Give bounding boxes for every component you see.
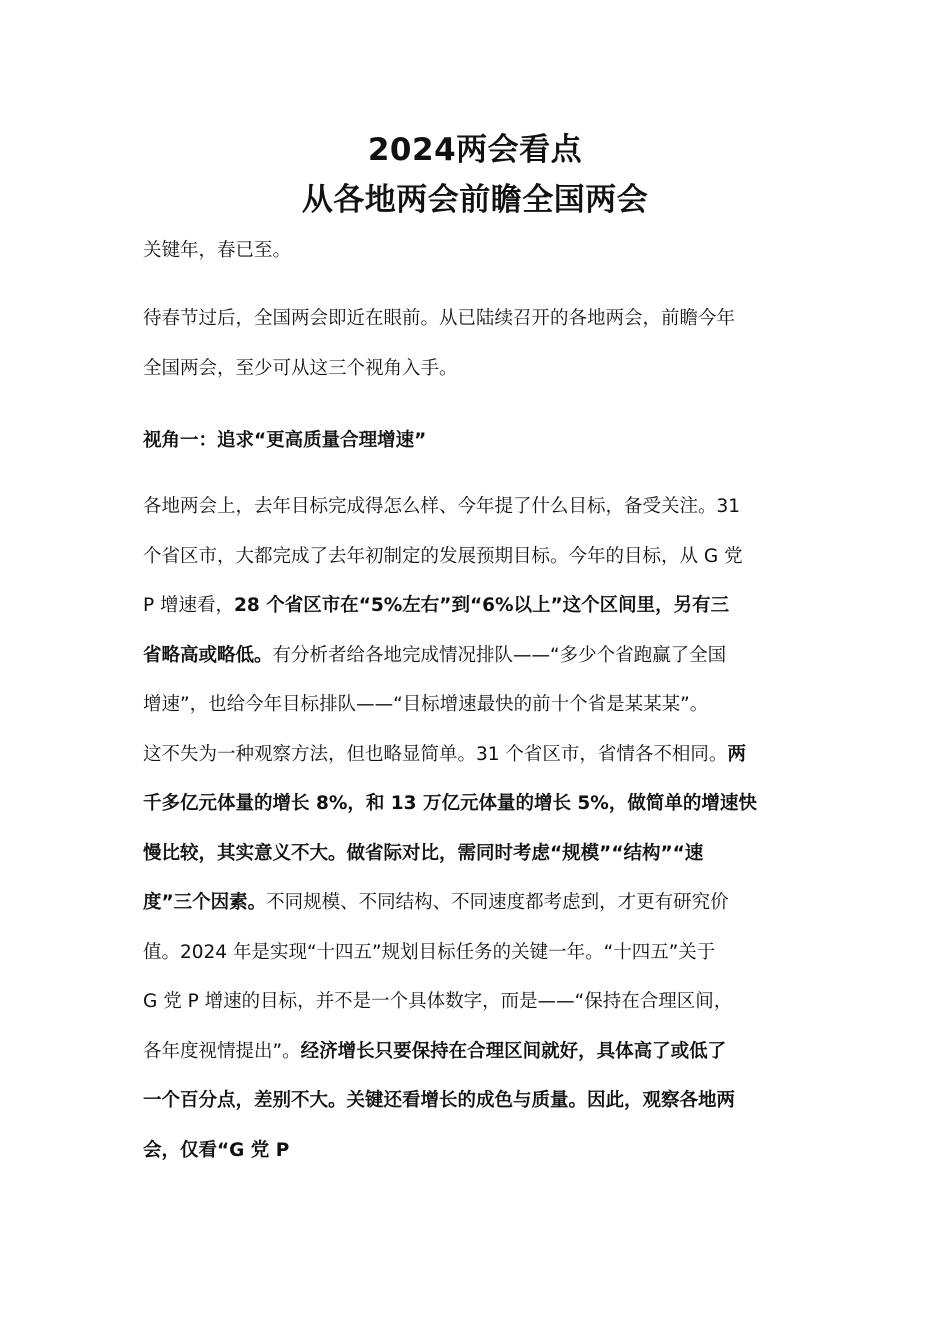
body-line-6-bold: 两 — [727, 743, 746, 765]
document-title-line1: 2024两会看点 — [367, 132, 583, 168]
intro-paragraph: 关键年，春已至。 — [143, 240, 292, 261]
body-line-14: 会，仅看“G 党 P — [143, 1139, 290, 1161]
body-line-11: G 党 P 增速的目标，并不是一个具体数字，而是——“保持在合理区间， — [143, 991, 733, 1012]
body-line-12 — [143, 1027, 808, 1077]
body-line-3-bold: 28 个省区市在“5%左右”到“6%以上”这个区间里，另有三 — [234, 595, 730, 616]
body-line-4 — [143, 631, 808, 681]
body-line-3 — [143, 581, 808, 631]
body-line-7: 千多亿元体量的增长 8%，和 13 万亿元体量的增长 5%，做简单的增速快 — [143, 793, 757, 814]
body-line-4-bold: 省略高或略低。 — [143, 644, 273, 666]
body-line-9-text: 不同规模、不同结构、不同速度都考虑到，才更有研究价 — [266, 892, 729, 913]
body-line-13: 一个百分点，差别不大。关键还看增长的成色与质量。因此，观察各地两 — [143, 1090, 736, 1111]
paragraph-1-line-2: 全国两会，至少可从这三个视角入手。 — [143, 357, 458, 379]
body-line-6 — [143, 730, 808, 780]
document-title-line2: 从各地两会前瞻全国两会 — [301, 182, 649, 218]
paragraph-1-line-1: 待春节过后，全国两会即近在眼前。从已陆续召开的各地两会，前瞻今年 — [143, 308, 736, 329]
body-line-2: 个省区市，大都完成了去年初制定的发展预期目标。今年的目标，从 G 党 — [143, 545, 743, 567]
paragraph-1 — [143, 294, 808, 393]
body-line-12-bold: 经济增长只要保持在合理区间就好，具体高了或低了 — [300, 1040, 727, 1062]
body-line-9-bold: 度”三个因素。 — [143, 892, 267, 913]
body-line-9 — [143, 878, 808, 928]
body-line-10: 值。2024 年是实现“十四五”规划目标任务的关键一年。“十四五”关于 — [143, 941, 716, 963]
body-line-5: 增速”，也给今年目标排队——“目标增速最快的前十个省是某某某”。 — [143, 694, 709, 715]
body-line-1: 各地两会上，去年目标完成得怎么样、今年提了什么目标，备受关注。31 — [143, 496, 741, 517]
body-line-4-text: 有分析者给各地完成情况排队——“多少个省跑赢了全国 — [272, 644, 727, 666]
body-line-3-text: P 增速看， — [143, 595, 235, 616]
section-heading: 视角一：追求“更高质量合理增速” — [143, 430, 427, 451]
body-line-6-text: 这不失为一种观察方法，但也略显简单。31 个省区市，省情各不相同。 — [143, 743, 728, 765]
body-line-8: 慢比较，其实意义不大。做省际对比，需同时考虑“规模”“结构”“速 — [143, 842, 704, 864]
body-line-12-text: 各年度视情提出”。 — [143, 1040, 301, 1062]
body-paragraph — [143, 482, 808, 1175]
